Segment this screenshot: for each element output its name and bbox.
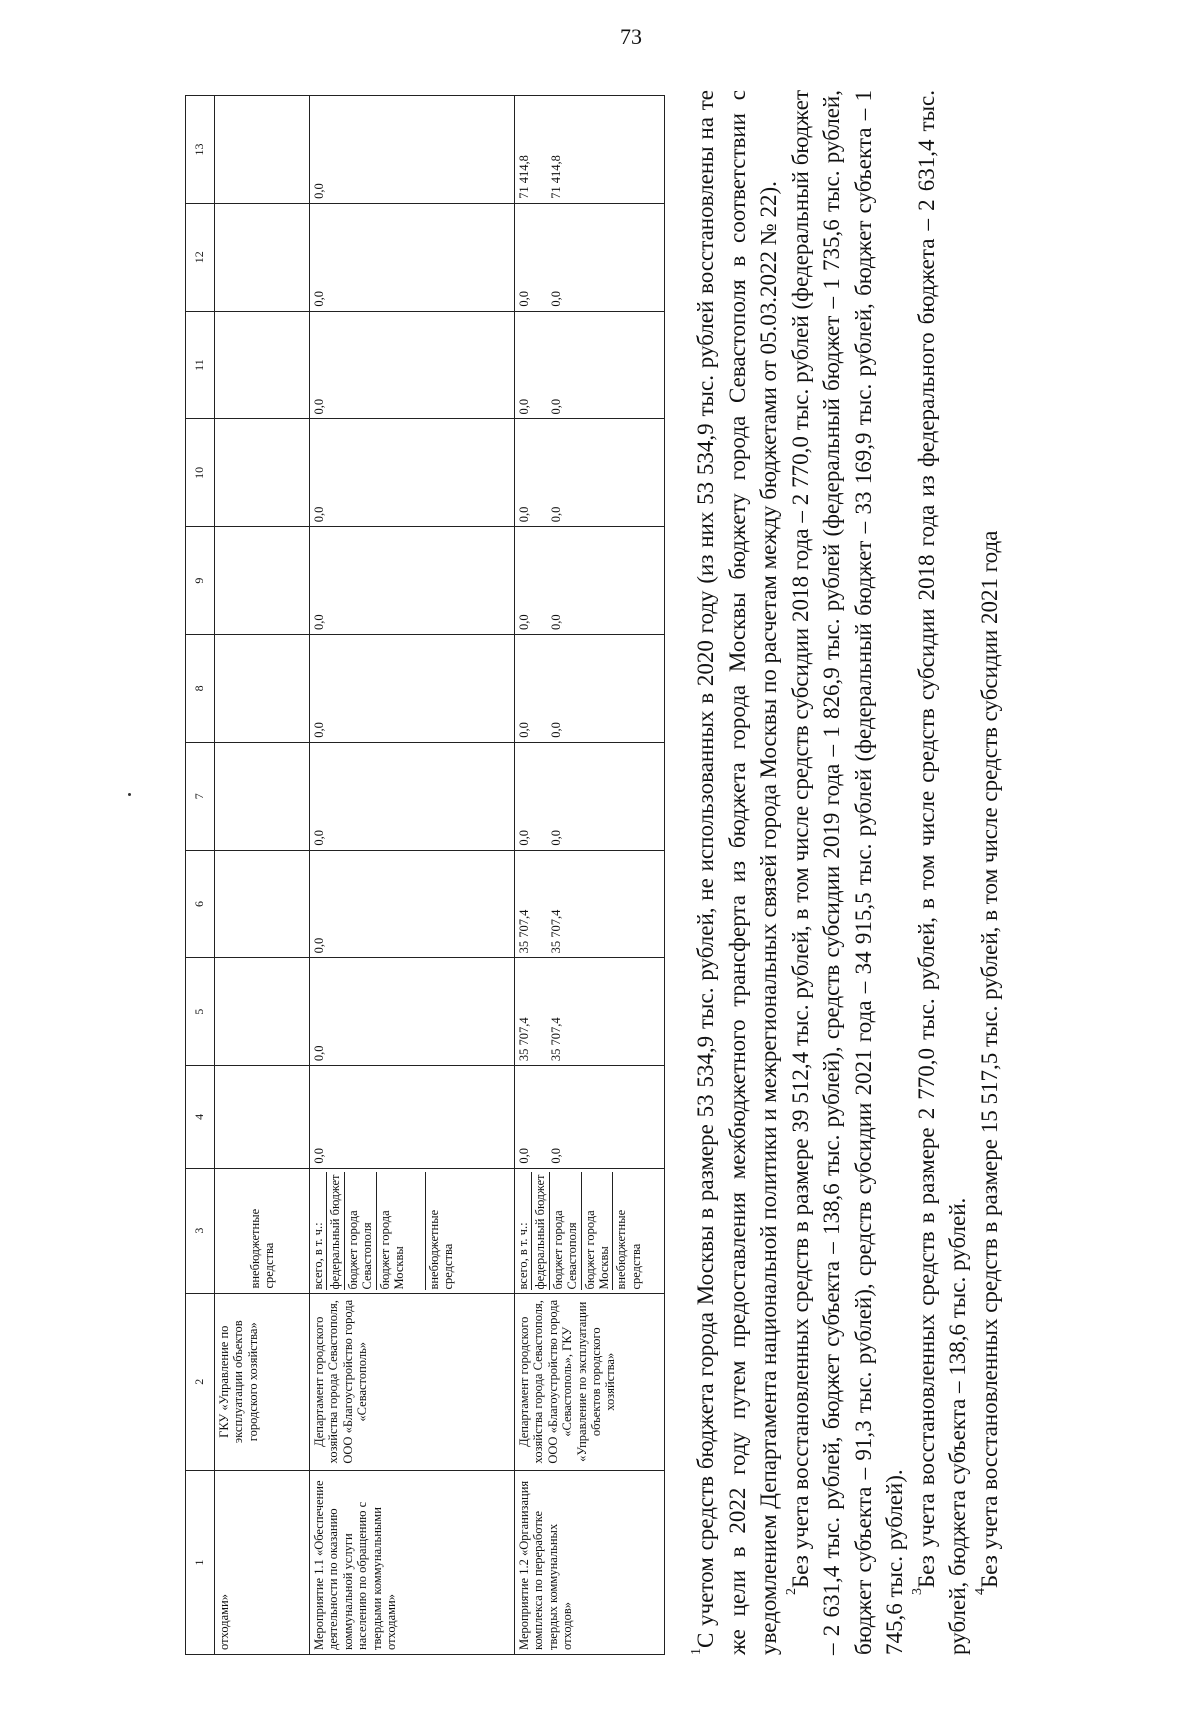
footnote: $^1$С учетом средств бюджета города Москвы в размере 53 534,9 тыс. рублей, не использованных в 2020 году (из них 53 534,9 тыс. рублей восстановлены на те же цели в 2022 году путем предоставления межбюджетного трансферта из бюджета города Москвы бюджету города Севастополя в соответствии с уведомлением Департамента национальной политики и межрегиональных связей города Москвы по расчетам между бюджетами от 05.03.2022 № 22). — [689, 90, 781, 1655]
value-cell: 35 707,4 35 707,4 — [515, 958, 665, 1066]
footnote: $^3$Без учета восстановленных средств в размере 2 770,0 тыс. рублей, в том числе средств субсидии 2018 года из федерального бюджета – 2 631,4 тыс. рублей, бюджета субъекта – 138,6 тыс. рублей. — [909, 90, 970, 1655]
cont-executor: ГКУ «Управление по эксплуатации объектов городского хозяйства» — [215, 1293, 310, 1470]
col-num: 7 — [186, 742, 215, 850]
source: всего, в т. ч.: — [310, 1172, 327, 1290]
scan-speck — [128, 793, 131, 796]
column-number-row — [186, 96, 215, 1655]
value-cell: 0,0 — [310, 419, 515, 527]
source: бюджет города Севастополя — [345, 1172, 377, 1290]
source: внебюджетные средства — [426, 1209, 455, 1290]
cont-source: внебюджетные средства — [215, 1168, 310, 1293]
table-row — [310, 96, 515, 1655]
footnote: $^4$Без учета восстановленных средств в размере 15 517,5 тыс. рублей, в том числе средств субсидии 2021 года — [972, 530, 1002, 1595]
executor: Департамент городского хозяйства города Севастополя, ООО «Благоустройство города «Севастополь», ГКУ «Управление по эксплуатации объектов городского хозяйства» — [515, 1293, 665, 1470]
budget-table — [185, 95, 665, 1655]
table-row — [515, 96, 665, 1655]
col-num: 6 — [186, 850, 215, 958]
col-num: 9 — [186, 527, 215, 635]
col-num: 10 — [186, 419, 215, 527]
value-cell: 0,0 — [310, 1066, 515, 1169]
col-num: 5 — [186, 958, 215, 1066]
col-num: 8 — [186, 635, 215, 743]
value-cell: 0,0 — [310, 850, 515, 958]
col-num: 3 — [186, 1168, 215, 1293]
value-cell: 0,0 — [310, 958, 515, 1066]
value-cell: 0,0 0,0 — [515, 742, 665, 850]
rotated-content — [185, 35, 1185, 1655]
source: внебюджетные средства — [614, 1209, 643, 1290]
col-num: 4 — [186, 1066, 215, 1169]
cont-name: отходами» — [215, 1470, 310, 1654]
activity-name: Мероприятие 1.2 «Организация комплекса по переработке твердых коммунальных отходов» — [515, 1470, 665, 1654]
source: бюджет города Севастополя — [550, 1172, 582, 1290]
funding-sources — [310, 1168, 515, 1293]
source: всего, в т. ч.: — [515, 1172, 532, 1290]
activity-name: Мероприятие 1.1 «Обеспечение деятельности по оказанию коммунальной услуги населению по обращению с твердыми коммунальными отходами» — [310, 1470, 515, 1654]
value-cell: 71 414,8 71 414,8 — [515, 96, 665, 204]
col-num: 13 — [186, 96, 215, 204]
value-cell: 0,0 — [310, 96, 515, 204]
col-num: 11 — [186, 311, 215, 419]
value-cell: 0,0 0,0 — [515, 1066, 665, 1169]
value-cell: 35 707,4 35 707,4 — [515, 850, 665, 958]
col-num: 2 — [186, 1293, 215, 1470]
col-num: 1 — [186, 1470, 215, 1654]
value-cell: 0,0 0,0 — [515, 203, 665, 311]
executor: Департамент городского хозяйства города Севастополя, ООО «Благоустройство города «Севастополь» — [310, 1293, 515, 1470]
col-num: 12 — [186, 203, 215, 311]
footnotes — [690, 90, 1005, 1655]
page-number: 73 — [620, 24, 642, 49]
value-cell: 0,0 0,0 — [515, 419, 665, 527]
value-cell: 0,0 — [310, 635, 515, 743]
value-cell: 0,0 — [310, 203, 515, 311]
funding-sources — [515, 1168, 665, 1293]
value-cell: 0,0 0,0 — [515, 527, 665, 635]
source: федеральный бюджет — [327, 1172, 344, 1290]
value-cell: 0,0 0,0 — [515, 635, 665, 743]
footnote: $^2$Без учета восстановленных средств в размере 39 512,4 тыс. рублей, в том числе средств субсидии 2018 года – 2 770,0 тыс. рублей (федеральный бюджет – 2 631,4 тыс. рублей, бюджет субъекта – 138,6 тыс. рублей), средств субсидии 2019 года – 1 826,9 тыс. рублей (федеральный бюджет – 1 735,6 тыс. рублей, бюджет субъекта – 91,3 тыс. рублей), средств субсидии 2021 года – 34 915,5 тыс. рублей (федеральный бюджет – 33 169,9 тыс. рублей, бюджет субъекта – 1 745,6 тыс. рублей). — [783, 90, 907, 1655]
continuation-row — [215, 96, 310, 1655]
value-cell: 0,0 — [310, 527, 515, 635]
source: бюджет города Москвы — [582, 1172, 614, 1290]
source: бюджет города Москвы — [377, 1172, 426, 1290]
value-cell: 0,0 — [310, 311, 515, 419]
value-cell: 0,0 — [310, 742, 515, 850]
value-cell: 0,0 0,0 — [515, 311, 665, 419]
source: федеральный бюджет — [532, 1172, 549, 1290]
